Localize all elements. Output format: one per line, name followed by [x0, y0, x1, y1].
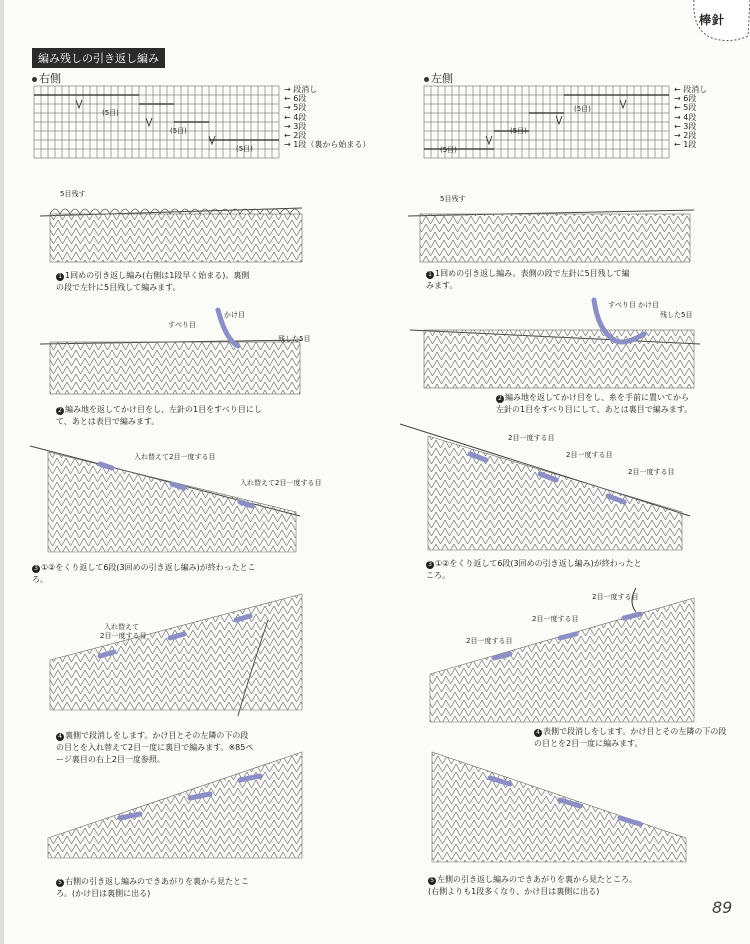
left-caption-4: 4 表側で段消しをします。かけ目とその左隣の下の段の目とを2目一度に編みます。: [534, 727, 727, 748]
right-row-label: ← 2段: [284, 131, 307, 141]
right-fig2-note-yo: かけ目: [224, 311, 245, 319]
left-fig4-note-3: 2目一度する目: [466, 637, 513, 645]
left-chart-grid: [424, 86, 674, 158]
right-row-label: → 段消し: [284, 85, 318, 94]
left-fig1-illustration: [408, 192, 698, 272]
right-fig3-note-2: 入れ替えて2目一度する目: [240, 479, 322, 487]
right-row-label: → 5段: [284, 103, 307, 113]
left-fig3-note-3: 2目一度する目: [628, 468, 675, 476]
left-row-label: → 4段: [674, 112, 697, 122]
right-fig1-illustration: [40, 188, 310, 268]
left-row-label: ← 段消し: [674, 85, 708, 94]
bullet-icon: [424, 77, 429, 82]
left-side-heading: 左側: [424, 70, 453, 86]
right-count-label-2: (5目): [170, 127, 187, 135]
right-side-heading: 右側: [32, 70, 61, 86]
right-fig4-note-1: 入れ替えて: [104, 623, 139, 631]
right-row-labels: [284, 85, 370, 149]
right-caption-2: 2 編み地を返してかけ目をし、左針の1目をすべり目にして、あとは表目で編みます。: [56, 405, 262, 426]
right-fig5-illustration: [40, 748, 310, 868]
right-fig2-note-slip: すべり目: [168, 321, 196, 329]
page-number: 89: [712, 898, 733, 917]
left-caption-5: 5 左側の引き返し編みのできあがりを裏から見たところ。(右側よりも1段多くなり、かけ目は裏側に出る): [428, 875, 637, 896]
right-fig4-illustration: [40, 590, 310, 720]
left-fig3-note-1: 2目一度する目: [508, 434, 555, 442]
right-fig4-note-2: 2目一度する目: [100, 632, 147, 640]
right-row-label: → 1段（裏から始まる）: [284, 140, 371, 150]
right-caption-3: 3 ①②をくり返して6段(3回めの引き返し編み)が終わったところ。: [32, 563, 256, 584]
left-fig5-illustration: [420, 748, 700, 868]
left-fig2-illustration: [410, 296, 700, 396]
left-fig4-note-1: 2目一度する目: [592, 593, 639, 601]
left-fig4-illustration: [410, 588, 700, 728]
bullet-icon: [32, 77, 37, 82]
right-fig3-note-1: 入れ替えて2目一度する目: [134, 453, 216, 461]
left-fig4-note-2: 2目一度する目: [532, 615, 579, 623]
left-row-label: ← 5段: [674, 103, 697, 113]
left-fig1-note: 5目残す: [440, 195, 466, 203]
right-fig2-note-left: 残した5目: [278, 335, 311, 343]
left-row-label: → 2段: [674, 131, 697, 141]
right-count-label-3: (5目): [236, 145, 253, 153]
left-count-label-2: (5目): [510, 127, 527, 135]
right-caption-1: 1 1回めの引き返し編み(右側は1段早く始まる)。裏側の段で左针に5目残して編みます。: [56, 271, 250, 292]
left-fig2-note-slip: すべり目: [608, 301, 636, 309]
left-fig2-note-yo: かけ目: [638, 301, 659, 309]
right-fig2-illustration: [40, 302, 310, 397]
right-count-label-1: (5目): [102, 109, 119, 117]
left-count-label-1: (5目): [440, 146, 457, 154]
left-row-label: ← 1段: [674, 140, 697, 150]
right-row-label: ← 6段: [284, 94, 307, 104]
left-fig3-note-2: 2目一度する目: [566, 451, 613, 459]
left-caption-1: 1 1回めの引き返し編み。表側の段で左針に5目残して編みます。: [426, 269, 630, 290]
right-caption-4: 4 裏側で段消しをします。かけ目とその左隣の下の段の目とを入れ替えて2目一度に裏目で編みます。※85ページ裏目の右上2目一度参照。: [56, 731, 254, 764]
left-caption-2: 2 編み地を返してかけ目をし、糸を手前に置いてから左針の1目をすべり目にして、あとは裏目で編みます。: [496, 393, 693, 414]
left-row-label: → 6段: [674, 94, 697, 104]
right-row-label: ← 4段: [284, 112, 307, 122]
section-title: 編み残しの引き返し編み: [32, 48, 165, 68]
right-caption-5: 5 右側の引き返し編みのできあがりを裏から見たところ。(かけ目は裏側に出る): [56, 877, 249, 898]
left-caption-3: 3 ①②をくり返して6段(3回めの引き返し編み)が終わったところ。: [426, 559, 642, 580]
right-row-label: → 3段: [284, 121, 307, 131]
left-fig3-illustration: [400, 424, 700, 554]
left-row-label: ← 3段: [674, 121, 697, 131]
left-fig2-note-left: 残した5目: [660, 311, 693, 319]
section-tag: 棒針: [699, 13, 726, 27]
page-edge-shadow: [0, 0, 4, 944]
right-fig1-note: 5目残す: [60, 190, 86, 198]
left-count-label-3: (5目): [574, 105, 591, 113]
left-row-labels: [674, 85, 707, 149]
